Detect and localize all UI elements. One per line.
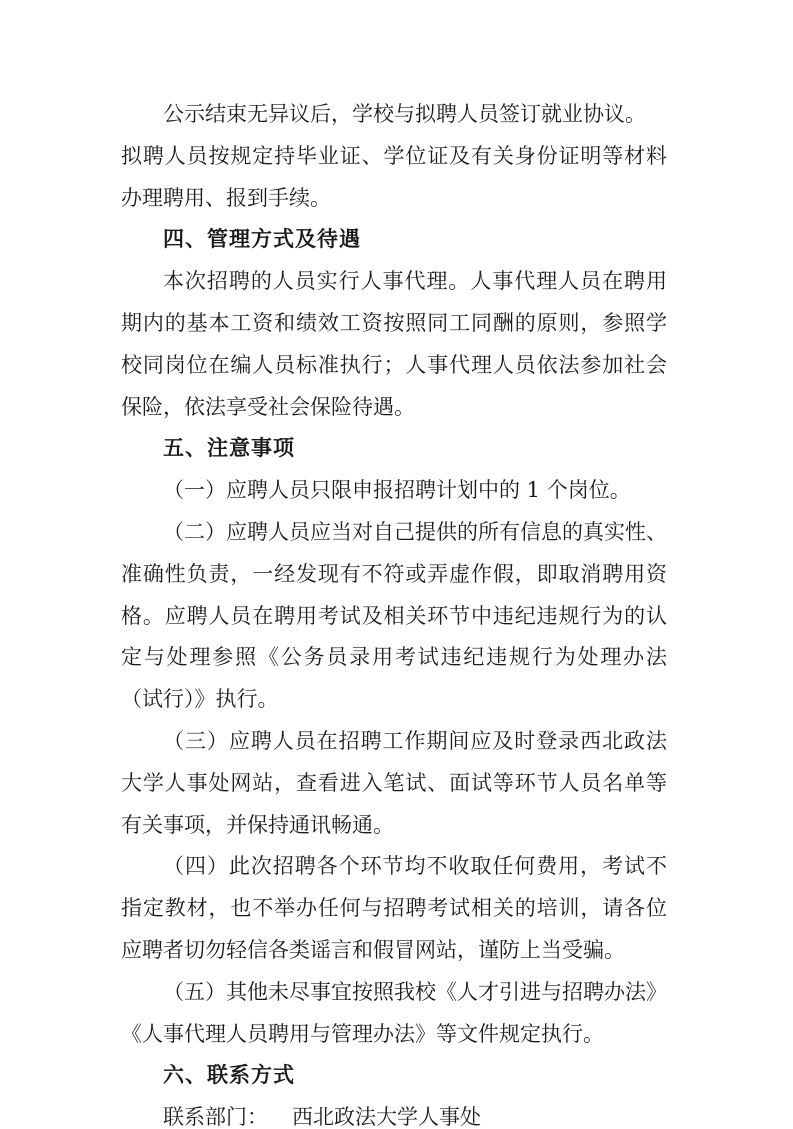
paragraph-line: （五）其他未尽事宜按照我校《人才引进与招聘办法》 [163,980,667,1004]
paragraph-line: 指定教材，也不举办任何与招聘考试相关的培训，请各位 [121,896,667,920]
paragraph-line: 校同岗位在编人员标准执行；人事代理人员依法参加社会 [121,353,667,377]
paragraph-line: 办理聘用、报到手续。 [121,186,331,210]
section-heading-contact: 六、联系方式 [163,1063,295,1087]
paragraph-line: 《人事代理人员聘用与管理办法》等文件规定执行。 [121,1022,604,1046]
paragraph-line: 有关事项，并保持通讯畅通。 [121,813,394,837]
paragraph-line: 大学人事处网站，查看进入笔试、面试等环节人员名单等 [121,771,667,795]
contact-department [163,1107,481,1129]
paragraph-line: 应聘者切勿轻信各类谣言和假冒网站，谨防上当受骗。 [121,938,625,962]
paragraph-line: 期内的基本工资和绩效工资按照同工同酬的原则，参照学 [121,311,667,335]
paragraph-line: 公示结束无异议后，学校与拟聘人员签订就业协议。 [163,102,646,126]
paragraph-line: 格。应聘人员在聘用考试及相关环节中违纪违规行为的认 [121,604,667,628]
paragraph-line: （三）应聘人员在招聘工作期间应及时登录西北政法 [163,729,667,753]
contact-department-label: 联系部门： [163,1105,268,1129]
paragraph-line: （一）应聘人员只限申报招聘计划中的 1 个岗位。 [163,478,631,502]
paragraph-line: 本次招聘的人员实行人事代理。人事代理人员在聘用 [163,269,667,293]
paragraph-line: （二）应聘人员应当对自己提供的所有信息的真实性、 [163,520,667,544]
contact-department-value: 西北政法大学人事处 [292,1105,481,1129]
paragraph-line: 拟聘人员按规定持毕业证、学位证及有关身份证明等材料 [121,144,667,168]
paragraph-line: （四）此次招聘各个环节均不收取任何费用，考试不 [163,854,667,878]
paragraph-line: 保险，依法享受社会保险待遇。 [121,395,415,419]
section-heading-management: 四、管理方式及待遇 [163,227,361,251]
paragraph-line: （试行）》执行。 [121,687,279,711]
paragraph-line: 准确性负责，一经发现有不符或弄虚作假，即取消聘用资 [121,562,667,586]
paragraph-line: 定与处理参照《公务员录用考试违纪违规行为处理办法 [121,645,667,669]
section-heading-notes: 五、注意事项 [163,436,295,460]
